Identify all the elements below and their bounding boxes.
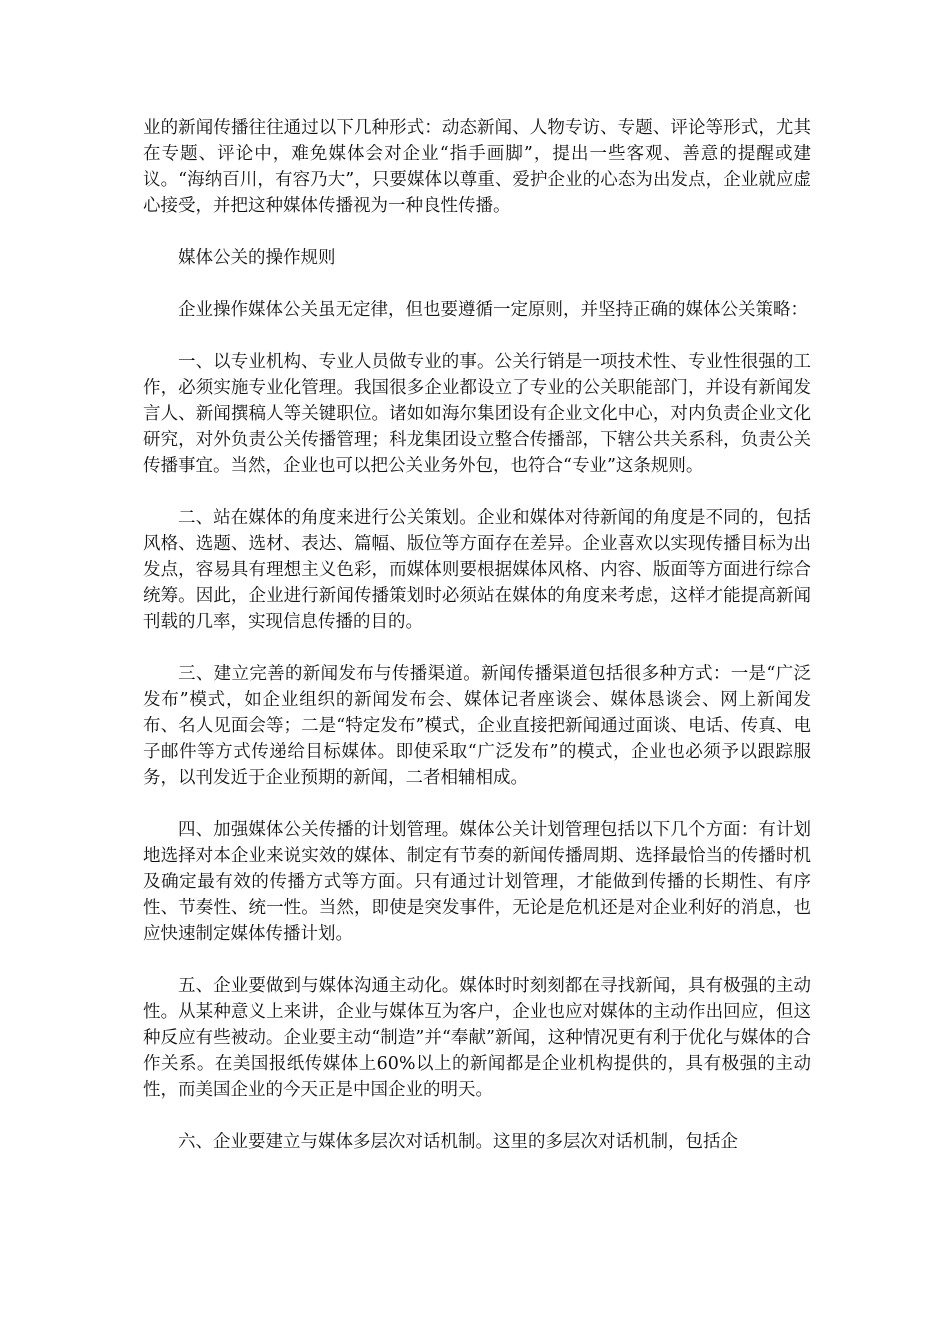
paragraph-rule-5: 五、企业要做到与媒体沟通主动化。媒体时时刻刻都在寻找新闻，具有极强的主动性。从某种意义上来讲，企业与媒体互为客户，企业也应对媒体的主动作出回应，但这种反应有些被动。企业要主动“制造”并“奉献”新闻，这种情况更有利于优化与媒体的合作关系。在美国报纸传媒体上60%以上的新闻都是企业机构提供的，具有极强的主动性，而美国企业的今天正是中国企业的明天。 (143, 976, 811, 1100)
paragraph-rule-6: 六、企业要建立与媒体多层次对话机制。这里的多层次对话机制，包括企 (178, 1132, 738, 1152)
paragraph-rule-2: 二、站在媒体的角度来进行公关策划。企业和媒体对待新闻的角度是不同的，包括风格、选题、选材、表达、篇幅、版位等方面存在差异。企业喜欢以实现传播目标为出发点，容易具有理想主义色彩，而媒体则要根据媒体风格、内容、版面等方面进行综合统筹。因此，企业进行新闻传播策划时必须站在媒体的角度来考虑，这样才能提高新闻刊载的几率，实现信息传播的目的。 (143, 508, 811, 632)
paragraph-rule-1: 一、以专业机构、专业人员做专业的事。公关行销是一项技术性、专业性很强的工作，必须实施专业化管理。我国很多企业都设立了专业的公关职能部门，并设有新闻发言人、新闻撰稿人等关键职位。诸如如海尔集团设有企业文化中心，对内负责企业文化研究，对外负责公关传播管理；科龙集团设立整合传播部，下辖公共关系科，负责公关传播事宜。当然，企业也可以把公关业务外包，也符合“专业”这条规则。 (143, 352, 811, 476)
paragraph-rule-3: 三、建立完善的新闻发布与传播渠道。新闻传播渠道包括很多种方式：一是“广泛发布”模式，如企业组织的新闻发布会、媒体记者座谈会、媒体恳谈会、网上新闻发布、名人见面会等；二是“特定发布”模式，企业直接把新闻通过面谈、电话、传真、电子邮件等方式传递给目标媒体。即使采取“广泛发布”的模式，企业也必须予以跟踪服务，以刊发近于企业预期的新闻，二者相辅相成。 (143, 664, 811, 788)
section-heading: 媒体公关的操作规则 (178, 248, 336, 268)
document-body (143, 115, 811, 1181)
paragraph-intro: 企业操作媒体公关虽无定律，但也要遵循一定原则，并坚持正确的媒体公关策略： (178, 300, 808, 320)
paragraph-continuation: 业的新闻传播往往通过以下几种形式：动态新闻、人物专访、专题、评论等形式，尤其在专题、评论中，难免媒体会对企业“指手画脚”，提出一些客观、善意的提醒或建议。“海纳百川，有容乃大”，只要媒体以尊重、爱护企业的心态为出发点，企业就应虚心接受，并把这种媒体传播视为一种良性传播。 (143, 118, 811, 216)
paragraph-rule-4: 四、加强媒体公关传播的计划管理。媒体公关计划管理包括以下几个方面：有计划地选择对本企业来说实效的媒体、制定有节奏的新闻传播周期、选择最恰当的传播时机及确定最有效的传播方式等方面。只有通过计划管理，才能做到传播的长期性、有序性、节奏性、统一性。当然，即使是突发事件，无论是危机还是对企业利好的消息，也应快速制定媒体传播计划。 (143, 820, 811, 944)
